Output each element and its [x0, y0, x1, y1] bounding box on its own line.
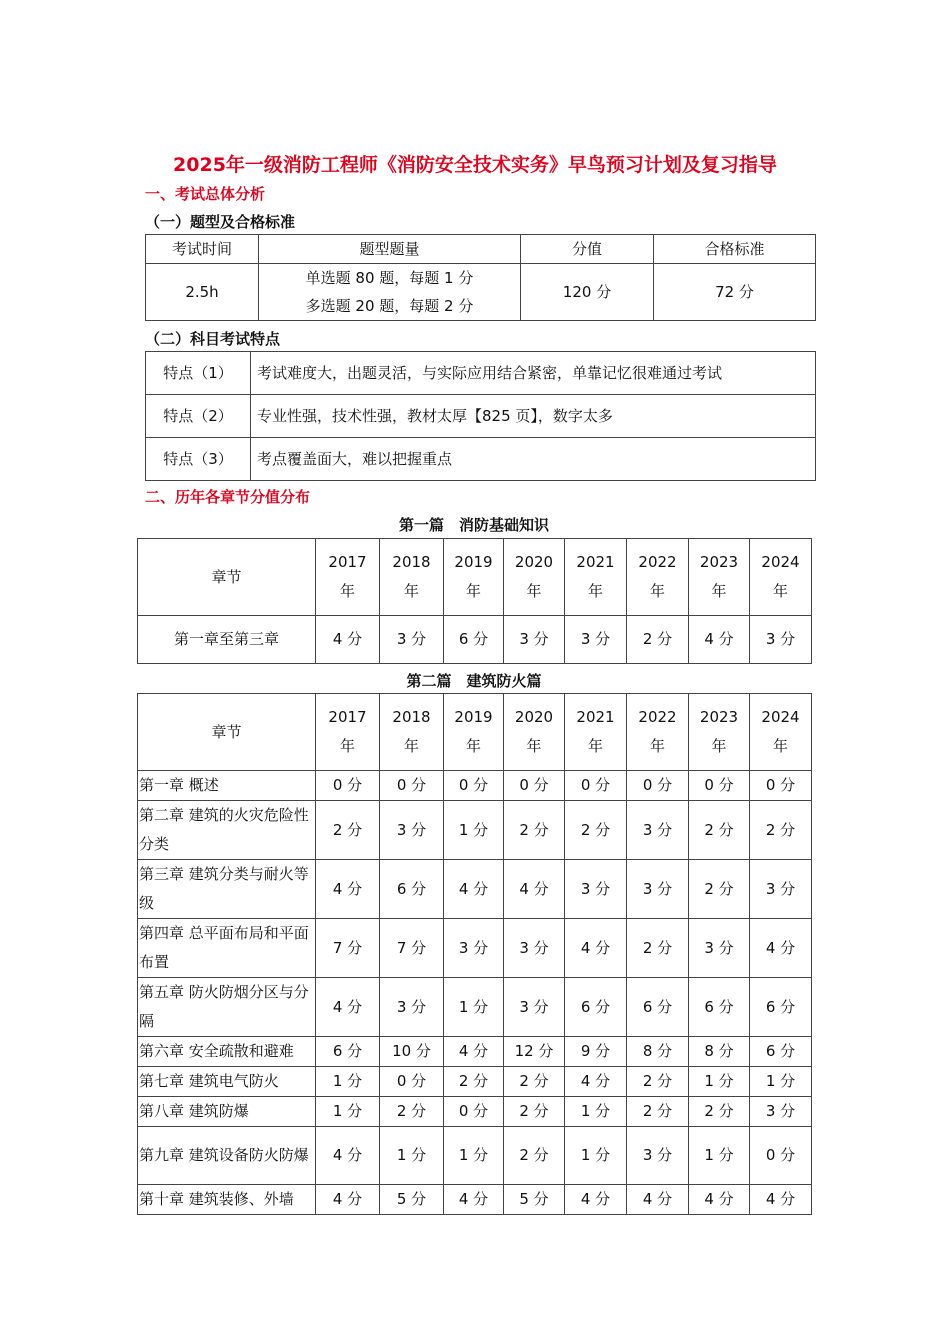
score-cell: 1 分	[316, 1097, 380, 1127]
score-cell: 3 分	[444, 919, 504, 978]
score-cell: 0 分	[689, 771, 750, 801]
header-cell: 分值	[521, 235, 654, 264]
header-year: 2019 年	[444, 694, 504, 771]
header-year: 2020 年	[504, 694, 565, 771]
score-cell: 2 分	[316, 801, 380, 860]
score-cell: 4 分	[689, 1185, 750, 1215]
score-cell: 3 分	[750, 616, 812, 664]
score-cell: 1 分	[444, 801, 504, 860]
header-year: 2017 年	[316, 694, 380, 771]
table-row	[138, 616, 812, 664]
score-cell: 4 分	[565, 1185, 627, 1215]
score-cell: 3 分	[627, 801, 689, 860]
score-cell: 4 分	[627, 1185, 689, 1215]
part2-caption: 第二篇 建筑防火篇	[406, 672, 542, 690]
chapter-cell: 第四章 总平面布局和平面布置	[138, 919, 316, 978]
score-cell: 2 分	[689, 860, 750, 919]
score-cell: 2 分	[750, 801, 812, 860]
score-cell: 3 分	[750, 860, 812, 919]
score-cell: 7 分	[316, 919, 380, 978]
section1-heading: 一、考试总体分析	[145, 185, 266, 203]
feature-label: 特点（2）	[146, 395, 251, 438]
score-cell: 4 分	[316, 616, 380, 664]
score-cell: 2 分	[689, 801, 750, 860]
score-cell: 1 分	[565, 1127, 627, 1185]
header-year: 2024 年	[750, 539, 812, 616]
score-cell: 4 分	[316, 860, 380, 919]
score-cell: 0 分	[380, 1067, 444, 1097]
score-cell: 3 分	[627, 860, 689, 919]
score-cell: 1 分	[444, 978, 504, 1037]
table-row	[138, 1127, 812, 1185]
score-cell: 0 分	[380, 771, 444, 801]
header-year: 2021 年	[565, 694, 627, 771]
score-cell: 0 分	[316, 771, 380, 801]
feature-label: 特点（3）	[146, 438, 251, 481]
chapter-cell: 第三章 建筑分类与耐火等级	[138, 860, 316, 919]
table-row	[138, 860, 812, 919]
score-cell: 1 分	[316, 1067, 380, 1097]
section1-sub2: （二）科目考试特点	[145, 330, 281, 348]
score-cell: 4 分	[565, 1067, 627, 1097]
section2-heading: 二、历年各章节分值分布	[145, 488, 311, 506]
score-cell: 4 分	[316, 978, 380, 1037]
header-year: 2021 年	[565, 539, 627, 616]
score-cell: 2 分	[627, 1067, 689, 1097]
score-cell: 4 分	[689, 616, 750, 664]
score-cell: 6 分	[750, 978, 812, 1037]
table-row	[138, 539, 812, 616]
score-cell: 6 分	[750, 1037, 812, 1067]
header-year: 2022 年	[627, 539, 689, 616]
header-chapter: 章节	[138, 539, 316, 616]
part2-body	[138, 771, 812, 1215]
score-cell: 4 分	[316, 1185, 380, 1215]
score-cell: 4 分	[565, 919, 627, 978]
exam-time: 2.5h	[146, 264, 259, 321]
score-cell: 3 分	[380, 978, 444, 1037]
score-cell: 5 分	[504, 1185, 565, 1215]
table-row	[146, 235, 816, 264]
score-cell: 3 分	[689, 919, 750, 978]
score-cell: 1 分	[380, 1127, 444, 1185]
feature-text: 考试难度大，出题灵活，与实际应用结合紧密，单靠记忆很难通过考试	[251, 352, 816, 395]
score-cell: 9 分	[565, 1037, 627, 1067]
score-cell: 1 分	[689, 1067, 750, 1097]
chapter-cell: 第五章 防火防烟分区与分隔	[138, 978, 316, 1037]
score-cell: 1 分	[565, 1097, 627, 1127]
table-row	[138, 694, 812, 771]
header-year: 2018 年	[380, 539, 444, 616]
chapter-cell: 第一章 概述	[138, 771, 316, 801]
score-cell: 6 分	[689, 978, 750, 1037]
score-cell: 1 分	[750, 1067, 812, 1097]
exam-standard-table	[145, 234, 816, 321]
score-cell: 2 分	[627, 919, 689, 978]
score-cell: 0 分	[627, 771, 689, 801]
header-year: 2018 年	[380, 694, 444, 771]
score-cell: 3 分	[627, 1127, 689, 1185]
feature-label: 特点（1）	[146, 352, 251, 395]
score-cell: 6 分	[380, 860, 444, 919]
score-cell: 2 分	[689, 1097, 750, 1127]
exam-score: 120 分	[521, 264, 654, 321]
feature-text: 考点覆盖面大，难以把握重点	[251, 438, 816, 481]
score-cell: 4 分	[750, 1185, 812, 1215]
score-cell: 3 分	[565, 860, 627, 919]
score-cell: 1 分	[689, 1127, 750, 1185]
table-row	[138, 1097, 812, 1127]
score-cell: 6 分	[316, 1037, 380, 1067]
score-cell: 3 分	[504, 616, 565, 664]
table-row	[138, 1067, 812, 1097]
chapter-cell: 第九章 建筑设备防火防爆	[138, 1127, 316, 1185]
score-cell: 6 分	[444, 616, 504, 664]
score-cell: 2 分	[504, 801, 565, 860]
header-cell: 考试时间	[146, 235, 259, 264]
score-cell: 0 分	[750, 1127, 812, 1185]
section1-sub1: （一）题型及合格标准	[145, 213, 296, 231]
score-cell: 3 分	[750, 1097, 812, 1127]
table-row	[138, 978, 812, 1037]
score-cell: 1 分	[444, 1127, 504, 1185]
chapter-cell: 第一章至第三章	[138, 616, 316, 664]
score-cell: 2 分	[504, 1097, 565, 1127]
part2-score-table	[137, 693, 812, 1215]
score-cell: 0 分	[504, 771, 565, 801]
score-cell: 4 分	[444, 860, 504, 919]
score-cell: 3 分	[565, 616, 627, 664]
score-cell: 4 分	[750, 919, 812, 978]
score-cell: 0 分	[750, 771, 812, 801]
score-cell: 2 分	[565, 801, 627, 860]
score-cell: 2 分	[444, 1067, 504, 1097]
score-cell: 0 分	[444, 771, 504, 801]
table-row	[146, 395, 816, 438]
score-cell: 2 分	[627, 616, 689, 664]
feature-text: 专业性强，技术性强，教材太厚【825 页】，数字太多	[251, 395, 816, 438]
table-row	[146, 264, 816, 321]
table-row	[138, 919, 812, 978]
score-cell: 12 分	[504, 1037, 565, 1067]
score-cell: 2 分	[380, 1097, 444, 1127]
header-year: 2022 年	[627, 694, 689, 771]
chapter-cell: 第二章 建筑的火灾危险性分类	[138, 801, 316, 860]
table-row	[138, 801, 812, 860]
chapter-cell: 第六章 安全疏散和避难	[138, 1037, 316, 1067]
score-cell: 6 分	[565, 978, 627, 1037]
score-cell: 0 分	[565, 771, 627, 801]
table-row	[138, 771, 812, 801]
score-cell: 4 分	[444, 1185, 504, 1215]
exam-pass: 72 分	[654, 264, 816, 321]
score-cell: 2 分	[504, 1067, 565, 1097]
chapter-cell: 第八章 建筑防爆	[138, 1097, 316, 1127]
part1-caption: 第一篇 消防基础知识	[398, 516, 549, 534]
header-chapter: 章节	[138, 694, 316, 771]
chapter-cell: 第十章 建筑装修、外墙	[138, 1185, 316, 1215]
table-row	[138, 1185, 812, 1215]
header-year: 2019 年	[444, 539, 504, 616]
header-year: 2017 年	[316, 539, 380, 616]
table-row	[146, 438, 816, 481]
part1-score-table	[137, 538, 812, 664]
score-cell: 4 分	[504, 860, 565, 919]
score-cell: 2 分	[627, 1097, 689, 1127]
header-year: 2024 年	[750, 694, 812, 771]
score-cell: 8 分	[627, 1037, 689, 1067]
score-cell: 10 分	[380, 1037, 444, 1067]
header-cell: 合格标准	[654, 235, 816, 264]
features-table	[145, 351, 816, 481]
score-cell: 3 分	[380, 616, 444, 664]
score-cell: 3 分	[380, 801, 444, 860]
chapter-cell: 第七章 建筑电气防火	[138, 1067, 316, 1097]
score-cell: 3 分	[504, 978, 565, 1037]
score-cell: 4 分	[316, 1127, 380, 1185]
header-year: 2023 年	[689, 694, 750, 771]
score-cell: 6 分	[627, 978, 689, 1037]
header-year: 2020 年	[504, 539, 565, 616]
table-row	[146, 352, 816, 395]
exam-type	[259, 264, 521, 321]
score-cell: 8 分	[689, 1037, 750, 1067]
header-cell: 题型题量	[259, 235, 521, 264]
table-row	[138, 1037, 812, 1067]
score-cell: 2 分	[504, 1127, 565, 1185]
header-year: 2023 年	[689, 539, 750, 616]
exam-type-line1: 单选题 80 题，每题 1 分	[305, 269, 474, 287]
score-cell: 0 分	[444, 1097, 504, 1127]
exam-type-line2: 多选题 20 题，每题 2 分	[305, 297, 474, 315]
score-cell: 7 分	[380, 919, 444, 978]
score-cell: 5 分	[380, 1185, 444, 1215]
score-cell: 3 分	[504, 919, 565, 978]
score-cell: 4 分	[444, 1037, 504, 1067]
page-title: 2025年一级消防工程师《消防安全技术实务》早鸟预习计划及复习指导	[173, 154, 777, 176]
